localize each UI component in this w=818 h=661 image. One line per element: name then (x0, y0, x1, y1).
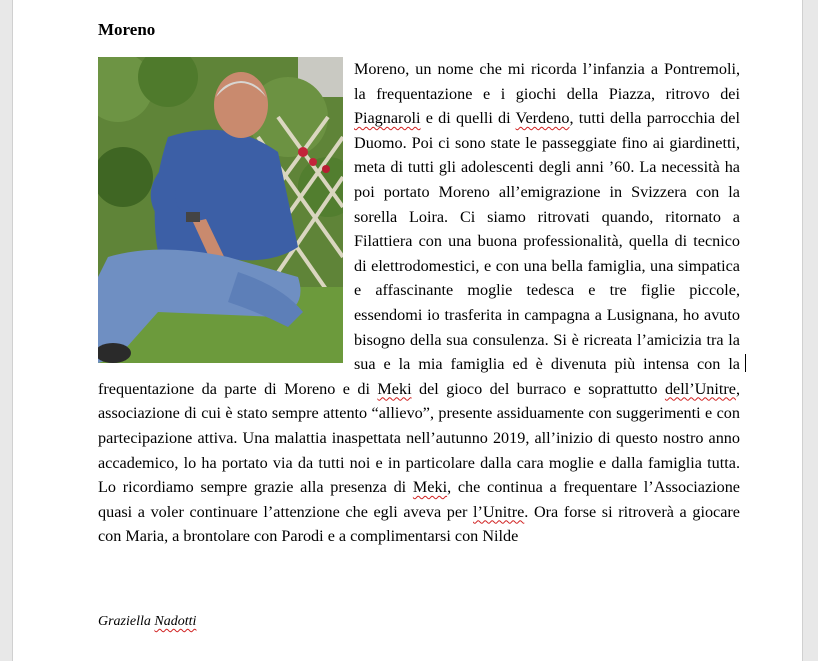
body-text-segment: Moreno, un nome che mi ricorda l’infanzia a Pontremoli, la frequentazione e i giochi della Piazza, ritrovo dei (354, 60, 740, 103)
body-text (98, 57, 740, 549)
body-text-segment: , associazione di cui è stato sempre attento “allievo”, presente assiduamente con suggerimenti e con partecipazione attiva. Una malattia inaspettata nell’autunno 2019, all’inizio di questo nostro anno accademico, lo ha portato via da tutti noi e in particolare dalla cara moglie e dalla famiglia tutta. Lo ricordiamo sempre grazie alla presenza di (98, 379, 741, 497)
body-text-segment: e di quelli di (420, 109, 516, 128)
misspelled-word[interactable]: dell’Unitre (664, 379, 736, 398)
body-text-segment: . Ora forse si ritroverà a giocare con Maria, a brontolare con Parodi e a complimentarsi con Nilde (98, 502, 740, 546)
body-text-segment: del gioco del burraco e soprattutto (411, 379, 665, 398)
misspelled-word[interactable]: Verdeno (515, 109, 570, 128)
misspelled-word[interactable]: Meki (412, 478, 448, 497)
document-page (12, 0, 803, 661)
body-text-segment: , che continua a frequentare l’Associazione quasi a voler continuare l’attenzione che egli aveva per (98, 478, 740, 521)
misspelled-word[interactable]: Meki (377, 379, 412, 398)
signature (98, 614, 196, 630)
text-cursor (745, 354, 746, 372)
signature-last-name[interactable]: Nadotti (154, 614, 197, 629)
document-title: Moreno (98, 20, 156, 39)
misspelled-word[interactable]: l’Unitre (473, 502, 525, 521)
body-text-segment: , tutti della parrocchia del Duomo. Poi ci sono state le passeggiate fino ai giardinetti, meta di tutti gli adolescenti degli anni ’60. La necessità ha poi portato Moreno all’emigrazione in Svizzera con la sorella Loira. Ci siamo ritrovati quando, ritornato a Filattiera con una buona professionalità, quella di tecnico di elettrodomestici, e con una bella famiglia, una simpatica e affascinante moglie tedesca e tre figlie piccole, essendomi io trasferita in campagna a Lusignana, ho avuto bisogno della sua consulenza. Si è ricreata l’amicizia tra la sua e la mia famiglia ed è divenuta più intensa con la frequentazione da parte di Moreno e di (98, 109, 740, 398)
signature-first-name: Graziella (98, 614, 151, 629)
misspelled-word[interactable]: Piagnaroli (354, 109, 421, 128)
photo-wrap-space (98, 57, 354, 375)
